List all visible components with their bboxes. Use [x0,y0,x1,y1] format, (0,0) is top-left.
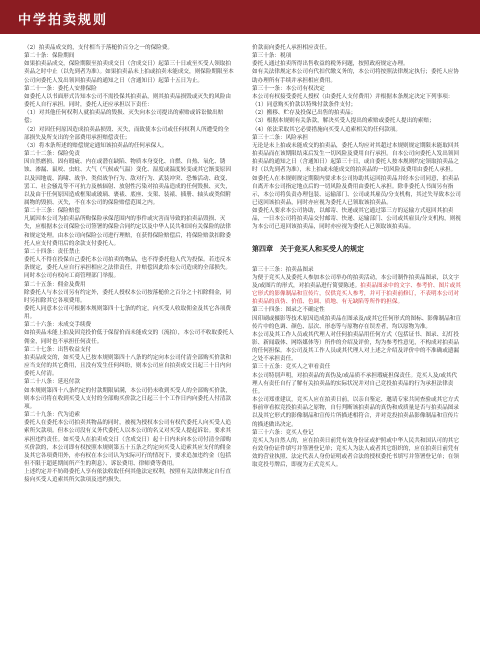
paragraph: （1）对其他任何权利人就拍卖品的毁损、灭失向本公司提出的索赔或诉讼做出赔偿； [24,110,224,125]
page-header [0,0,480,34]
paragraph: 如委托人要求本公司协助，以邮寄、快递或其它通过第三方的运输方式返回其拍卖品，一日本公司将拍卖品交付邮寄、快递、运输部门、公司或其雇员/分支机构，则视为本公司已返回该拍卖品，同时亦应视为委托人已领取该拍卖品。 [252,208,461,231]
paragraph: 凡属因本公司为拍卖品所购保险承保范围内的事件或灾害而导致的拍卖品毁损、灭失，应根据本公司保险公司签署的保险合同约定以及中华人民共和国有关保险的法律和规定处理。由本公司向保险公司进行理赔，在获得保险赔偿后，将保险赔款扣除委托人应支付费用后的余款支付委托人。 [24,216,231,247]
paragraph: 如果拍卖品成交，保险期限至拍卖成交日（含成交日）起第三十日或至买受人领取拍卖品之时中止（以先到者为准）。如果拍卖品未上拍或拍卖未能成交，则保险期限至本公司向委托人发出领回拍卖品的通知之日（含通知日）起第十五日为止。 [24,61,234,84]
article-heading: 第二十四条：责任禁止 [24,248,80,255]
article-heading: 第二十三条：保险赔偿 [24,208,80,215]
article-heading: 第三十二条：风险承担 [252,134,308,141]
article-heading: 第二十五条：佣金及费用 [24,281,86,288]
paragraph: 委托人不得在投保自己委托本公司拍卖的物品，也不得委托他人代为投保。若违反本条规定，委托人应自行承担相应之法律责任，并赔偿因此给本公司造成的全部损失。同时本公司有权向工商管理部门举报。 [24,257,231,280]
paragraph: 拍卖品成交的，如买受人已按本规则第四十八条的约定向本公司付清全部购买价款和应当支付的其它费用，且没有发生任何纠纷，则本公司应自拍卖成交日起三十日内向委托人付清。 [24,354,231,378]
paragraph: 委托人在委托本公司拍卖其物品的同时，被视为授权本公司有权代委托人向买受人追索所欠款项。但本公司没有义务代委托人以本公司的名义对买受人提起诉讼。要求其承担违约责任。如买受人在拍卖成交日（含成交日）起十日内未向本公司付清全部购买价款的，本公司即有权按照本规则第五十五条之约定向买受人追索其应支付的佣金及其它各项费用外，亦有权在本公司认为实际可行的情况下，要求追加违约金（包括但不限于超延期间所产生的利息）、诉讼费用、律师费等费用。 [24,420,231,467]
paragraph: （3）将本条所述的赔偿规定通知该拍卖品的任何承保人。 [24,142,168,149]
article-heading: 第三十四条：图录之不确定性 [252,307,325,314]
left-column [24,44,234,484]
paragraph: 本公司郑重建议，竞买人应在拍卖日前，以亲自鉴定、邀请专家共同查验或其它方式事前审看拟竞投拍卖品之原物，自行判断该拍卖品的真伪和成质量是否与拍卖品图录以及其它形式的影像制品和宣传片所描述相符合，并对竞投拍卖品影像制品和宣传片的描述做出决定。 [252,397,459,428]
article-heading: 第三十六条：竞买人登记 [252,429,314,436]
paragraph: 除委托人与本公司另有约定外，委托人授权本公司按落槌价之百分之十扣除佣金，同时另扣除其它各项费用。 [24,289,231,304]
article-heading: 第二十八条：延迟付款 [24,379,80,386]
article-heading: 第三十五条：竞买人之审看责任 [252,364,331,371]
article-heading: 第二十条：保险期间 [24,53,75,60]
paragraph: 因印刷或摄影等技术原因造成拍卖品在图录及/或其它任何形式的图标、影像制品和宣传片中的色调、颜色、层次、形态等与原物存在误差者，均以原物为准。 [252,315,461,330]
paragraph: 本公司及其工作人员或其代理人对任何拍卖品用任何方式（包括证书、图录、幻灯投影、新闻载体、网络媒体等）所作的介绍及评价，均为参考性意见，不构成对拍卖品的任何担保。本公司及其工作人员或其代理人对上述之介绍及评价中的不准确或遗漏之处不承担责任。 [252,331,459,363]
paragraph: （1）同意购买价款以特殊付款条件支付； [252,102,357,109]
paragraph-text: 为便于竞买人及委托人参加本公司举办的拍卖活动，本公司制作拍卖品图录，以文字及/或图片的形式，对拍卖品进行简要陈述。 [252,274,459,289]
paragraph: 因自然磨损、固有瑕疵、内在或潜在缺陷、物质本身变化、自燃、自热、氧化、锈蚀、渗漏、鼠咬、虫蛀、大气（气候或气温）变化、湿度或温度转变或其它渐变原因以及因地震、海啸、战争、类似战争行为、敌对行为、武装冲突、恐怖活动、政变、罢工、社会骚乱等不可抗力及核辐射、放射性污染对拍卖品造成的任何毁损、灭失，以及由于任何原因造成框架或玻璃、裹裱、底座、支架、装裱、插册、轴头或类似附属物的毁损、灭失，不在本公司的保险赔偿范围之内。 [24,159,231,206]
article-heading: 第三十一条：本公司有权决定 [252,85,325,92]
paragraph: （3）根据本规则有关条款，解决买受人提出的索赔或委托人提出的索赔； [252,118,435,125]
paragraph: 上述约定并不妨碍委托人享有依法收取任何其他法定权利，按照有关法律规定自行直接向买受人追索其所欠款项及违约损失。 [24,469,231,484]
article-heading: 第二十七条：出售收益支付 [24,346,92,353]
paragraph: （2）拍卖品成交的，支付相当于落槌价百分之一的保险费。 [24,45,173,51]
paragraph: 本公司特别声明，对拍卖品的真伪及/或品质不承担瑕疵担保责任。竞买人及/或其代理人有责任自行了解有关拍卖品的实际状况并对自己竞投拍卖品的行为承担法律责任。 [252,372,458,395]
article-heading: 第三十三条：拍卖品图录 [252,266,314,273]
paragraph: 委托人同意本公司可根据本规则第四十七条的约定，向买受人收取佣金及其它各项费用。 [24,306,231,321]
highlighted-disclaimer: 拍卖品图录中的文字、参考价、图片或其它形式的影像制品和宣传片，仅供竞买人参考，并可于拍卖前修订，不表明本公司对拍卖品的真伪、价值、色调、质地、有无缺陷等所作的担保。 [252,282,461,306]
paragraph: 如委托人以书面形式告知本公司不需投保其拍卖品，则其拍卖品损毁或灭失的风险由委托人自行承担。同时，委托人还应承担以下责任： [24,93,231,109]
page-title: 中学拍卖规则 [18,13,109,28]
article-heading: 第二十二条：保险免责 [24,151,80,158]
paragraph: 价款而向委托人承担相应责任。 [252,45,331,51]
chapter-heading: 第四章 关于竞买人和买受人的规定 [252,243,364,253]
right-column [252,44,462,470]
article-heading: 第二十九条：代为追索 [24,412,80,419]
paragraph: 如有关法律规定本公司有代扣代缴义务的，本公司将按照法律规定执行；委托人应协助办理所有手续并承担相应费用。 [252,69,459,84]
paragraph: 如拍卖品未能上拍及因竞投价低于保留价而未能成交的（流拍），本公司不收取委托人佣金，同时也不承担任何责任。 [24,330,234,345]
paragraph: 如本规则第四十八条约定的付款期限届满，本公司仍未收到买受人的全部购买价款，则本公司将在收到买受人支付的全部购买价款之日起三十个工作日内向委托人付清款项。 [24,387,231,410]
article-heading: 第二十一条：委托人安排保险 [24,85,97,92]
paragraph: 如委托人在本规则规定期限内要求本公司协助其运回拍卖品并经本公司同意，拍卖品自离开本公司指定地点后的一切风险及费用由委托人承担。除非委托人书面另有指示，本公司将负责办理包装、运输部门、公司或其雇员/分支机构，其过失导致本公司已返回该拍卖品，同时亦应视为委托人已领取该拍卖品。 [252,175,461,206]
paragraph: 委托人通过拍卖所得出售收益的税务问题，按照政府规定办理。 [252,61,409,68]
paragraph: 无论是未上拍或未能成交的拍卖品，委托人均应对其超过本规则规定期限未能取回其拍卖品而在该期限结束后发生一切风险及费用自行承担。自本公司向委托人发出领回拍卖品的通知之日（含通知日）起第三十日，或自委托人按本规则约定领取拍卖品之时（以先到者为准），未上拍或未能成交的拍卖品的一切风险及费用由委托人承担。 [252,142,459,174]
paragraph: 本公司有权接受委托人授权（由委托人支付费用）并根据本条规定决定下列事项： [252,93,454,100]
article-heading: 第三十条：税项 [252,53,292,60]
article-heading: 第二十六条：未成交手续费 [24,322,92,329]
paragraph: （2）搬移、贮存及投保已出售的拍卖品； [252,110,357,117]
paragraph: （4）依法采取其它必要措施向买受人追索相关的任何款项。 [252,126,401,133]
paragraph [252,274,462,307]
paragraph: （2）对因任何原因造成拍卖品损毁、灭失，而致使本公司或任何权利人所遭受的全部损失及所支出的全部费用承担赔偿责任； [24,126,229,141]
paragraph: 竞买人为自然人的，应在拍卖日前凭有效身份证或护照或中华人民共和国认可的其它有效身份证件填写并签署登记单；竞买人为法人或者其它组织的，应在拍卖日前凭有效的营业执照、法定代表人身份证明或者合法的授权委托书填写并签署登记单；在领取竞投号牌后，即视为正式竞买人。 [252,437,459,469]
